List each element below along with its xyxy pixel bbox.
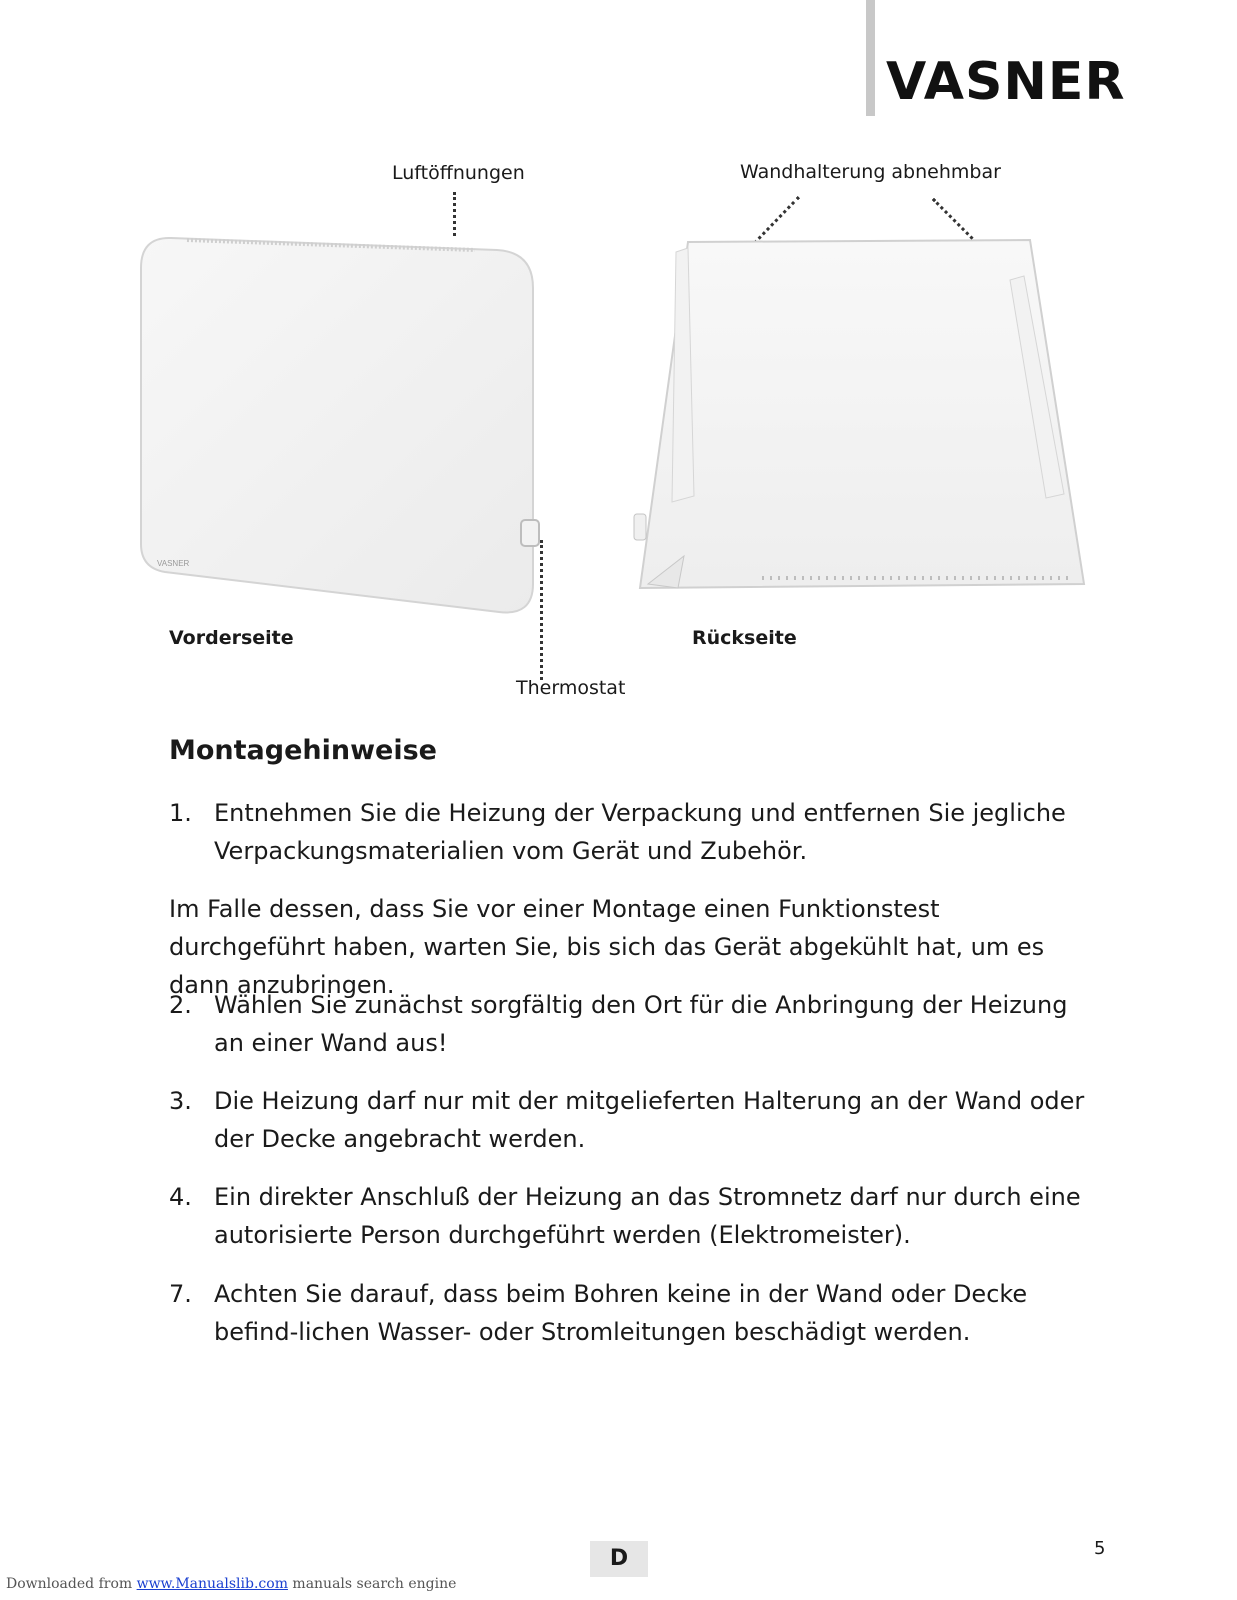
label-front: Vorderseite xyxy=(169,627,294,649)
label-vents: Luftöffnungen xyxy=(392,162,525,184)
list-item-text: Achten Sie darauf, dass beim Bohren keine in der Wand oder Decke befind-lichen Wasser- oder Stromleitungen beschädigt werden. xyxy=(214,1280,1028,1346)
list-item-text: Wählen Sie zunächst sorgfältig den Ort für die Anbringung der Heizung an einer Wand aus! xyxy=(214,991,1068,1057)
manualslib-link[interactable]: www.Manualslib.com xyxy=(136,1576,288,1592)
heater-back-image xyxy=(632,236,1102,606)
list-item-number: 7. xyxy=(169,1280,192,1308)
list-item-number: 1. xyxy=(169,799,192,827)
logo-bar xyxy=(866,0,875,116)
list-item-text: Die Heizung darf nur mit der mitgelieferten Halterung an der Wand oder der Decke angebracht werden. xyxy=(214,1087,1085,1153)
list-item-number: 4. xyxy=(169,1183,192,1211)
download-suffix: manuals search engine xyxy=(287,1576,457,1592)
page-number: 5 xyxy=(1094,1538,1106,1559)
list-item-text: Ein direkter Anschluß der Heizung an das Stromnetz darf nur durch eine autorisierte Person durchgeführt werden (Elektromeister). xyxy=(214,1183,1081,1249)
label-back: Rückseite xyxy=(692,627,797,649)
list-item-number: 3. xyxy=(169,1087,192,1115)
thermostat-knob-icon xyxy=(521,520,539,546)
label-wall-bracket: Wandhalterung abnehmbar xyxy=(740,161,1001,183)
download-prefix: Downloaded from xyxy=(6,1576,137,1592)
download-footer xyxy=(6,1576,456,1592)
leader-line-vents xyxy=(453,192,456,236)
list-item xyxy=(169,1178,1089,1254)
heater-front-image xyxy=(135,232,545,622)
list-item xyxy=(169,986,1089,1062)
front-brand-mark: VASNER xyxy=(157,559,190,568)
language-tab: D xyxy=(590,1541,648,1577)
brand-logo: VASNER xyxy=(886,52,1126,112)
list-item-text: Entnehmen Sie die Heizung der Verpackung und entfernen Sie jegliche Verpackungsmaterialien vom Gerät und Zubehör. xyxy=(214,799,1066,865)
note-paragraph: Im Falle dessen, dass Sie vor einer Montage einen Funktionstest durchgeführt haben, warten Sie, bis sich das Gerät abgekühlt hat, um es dann anzubringen. xyxy=(169,895,1045,999)
list-item xyxy=(169,1275,1089,1351)
label-thermostat: Thermostat xyxy=(516,677,626,699)
list-item xyxy=(169,794,1089,870)
list-item xyxy=(169,1082,1089,1158)
list-item-number: 2. xyxy=(169,991,192,1019)
section-title: Montagehinweise xyxy=(169,735,437,766)
